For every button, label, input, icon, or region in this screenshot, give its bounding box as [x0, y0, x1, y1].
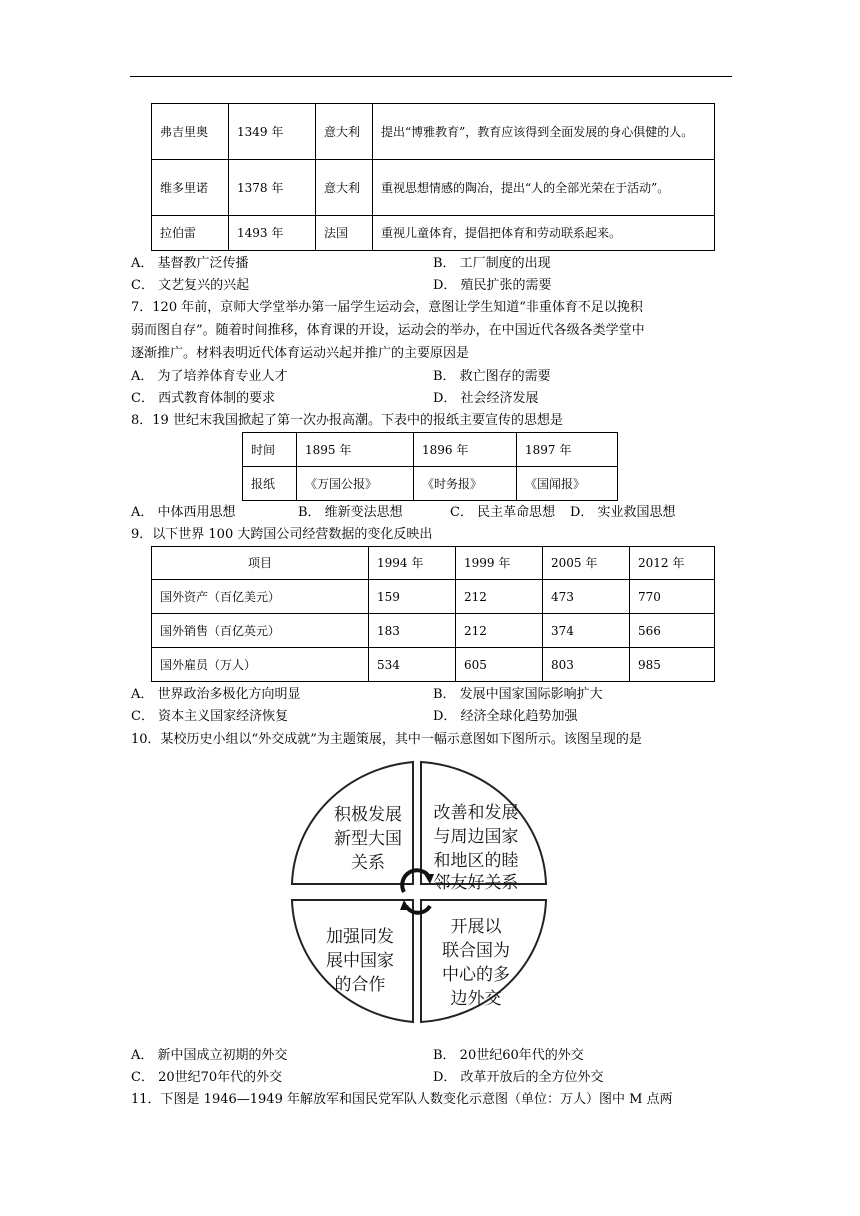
q6-option-c: C． 文艺复兴的兴起	[131, 278, 250, 293]
quadrant-label: 加强同发	[326, 927, 394, 947]
table-header-cell: 1999 年	[456, 547, 543, 580]
table-cell: 意大利	[316, 104, 373, 160]
quadrant-label: 边外交	[450, 989, 502, 1009]
quadrant-label: 新型大国	[334, 829, 402, 849]
table-cell: 《万国公报》	[297, 467, 414, 501]
table-cell: 605	[456, 648, 543, 682]
quadrant-label: 展中国家	[326, 951, 394, 971]
table-cell: 重视儿童体育，提倡把体育和劳动联系起来。	[373, 216, 715, 251]
q7-stem-line2: 弱而图自存”。随着时间推移，体育课的开设，运动会的举办，在中国近代各级各类学堂中	[131, 323, 645, 338]
q7-option-c: C． 西式教育体制的要求	[131, 391, 276, 406]
quadrant-label: 中心的多	[442, 965, 510, 985]
multinational-data-table	[151, 546, 715, 682]
q10-option-c: C． 20世纪70年代的外交	[131, 1070, 283, 1085]
quadrant-label: 积极发展	[334, 805, 402, 825]
table-cell: 弗吉里奥	[152, 104, 229, 160]
table-cell: 国外资产（百亿美元）	[152, 580, 369, 614]
quadrant-label: 与周边国家	[433, 827, 519, 847]
table-header-cell: 项目	[152, 547, 369, 580]
q11-stem: 11．下图是 1946—1949 年解放军和国民党军队人数变化示意图（单位：万人）图中 M 点两	[131, 1092, 673, 1107]
q9-option-c: C． 资本主义国家经济恢复	[131, 709, 289, 724]
q6-option-d: D． 殖民扩张的需要	[433, 278, 552, 293]
table-row	[152, 580, 715, 614]
table-cell: 212	[456, 580, 543, 614]
table-cell: 《时务报》	[414, 467, 517, 501]
table-row	[152, 614, 715, 648]
table-cell: 1493 年	[229, 216, 316, 251]
quadrant-label: 改善和发展	[433, 803, 519, 823]
quadrant-label: 联合国为	[442, 941, 510, 961]
table-cell: 1896 年	[414, 433, 517, 467]
table-cell: 提出“博雅教育”，教育应该得到全面发展的身心俱健的人。	[373, 104, 715, 160]
table-cell: 意大利	[316, 160, 373, 216]
quadrant-label: 的合作	[334, 975, 386, 995]
q6-option-a: A． 基督教广泛传播	[131, 256, 249, 271]
table-row	[152, 160, 715, 216]
newspaper-table	[242, 432, 618, 501]
table-row	[152, 216, 715, 251]
q8-stem: 8．19 世纪末我国掀起了第一次办报高潮。下表中的报纸主要宣传的思想是	[131, 413, 563, 428]
q7-option-b: B． 救亡图存的需要	[433, 369, 551, 384]
table-cell: 国外销售（百亿英元）	[152, 614, 369, 648]
q10-option-a: A． 新中国成立初期的外交	[131, 1048, 288, 1063]
q8-option-c: C． 民主革命思想	[450, 505, 556, 520]
quadrant-label: 邻友好关系	[433, 873, 519, 893]
humanist-educators-table	[151, 103, 715, 251]
table-cell: 国外雇员（万人）	[152, 648, 369, 682]
q9-stem: 9．以下世界 100 大跨国公司经营数据的变化反映出	[131, 527, 433, 542]
table-cell: 566	[630, 614, 715, 648]
table-cell: 拉伯雷	[152, 216, 229, 251]
q9-option-b: B． 发展中国家国际影响扩大	[433, 687, 603, 702]
table-row	[152, 547, 715, 580]
quadrant-label: 和地区的睦	[433, 851, 519, 871]
table-cell: 534	[369, 648, 456, 682]
q8-option-b: B． 维新变法思想	[298, 505, 403, 520]
header-rule	[130, 76, 732, 77]
q7-option-a: A． 为了培养体育专业人才	[131, 369, 288, 384]
table-cell: 374	[543, 614, 630, 648]
diplomacy-diagram	[280, 756, 580, 1036]
table-row	[152, 104, 715, 160]
table-cell: 法国	[316, 216, 373, 251]
table-cell: 985	[630, 648, 715, 682]
q7-stem-line1: 7．120 年前，京师大学堂举办第一届学生运动会，意图让学生知道“非重体育不足以挽积	[131, 300, 643, 315]
q7-stem-line3: 逐渐推广。材料表明近代体育运动兴起并推广的主要原因是	[131, 346, 470, 361]
q8-option-a: A． 中体西用思想	[131, 505, 236, 520]
q9-option-a: A． 世界政治多极化方向明显	[131, 687, 301, 702]
table-cell: 183	[369, 614, 456, 648]
q10-option-b: B． 20世纪60年代的外交	[433, 1048, 584, 1063]
table-cell: 维多里诺	[152, 160, 229, 216]
table-header-cell: 2012 年	[630, 547, 715, 580]
table-cell: 报纸	[243, 467, 297, 501]
table-header-cell: 1994 年	[369, 547, 456, 580]
table-cell: 212	[456, 614, 543, 648]
table-cell: 770	[630, 580, 715, 614]
q8-option-d: D． 实业救国思想	[570, 505, 676, 520]
table-cell: 《国闻报》	[517, 467, 618, 501]
table-cell: 重视思想情感的陶冶，提出“人的全部光荣在于活动”。	[373, 160, 715, 216]
q10-stem: 10．某校历史小组以“外交成就”为主题策展，其中一幅示意图如下图所示。该图呈现的是	[131, 732, 642, 747]
table-cell: 1897 年	[517, 433, 618, 467]
q10-option-d: D． 改革开放后的全方位外交	[433, 1070, 604, 1085]
q9-option-d: D． 经济全球化趋势加强	[433, 709, 578, 724]
table-cell: 473	[543, 580, 630, 614]
q6-option-b: B． 工厂制度的出现	[433, 256, 551, 271]
table-cell: 1895 年	[297, 433, 414, 467]
table-cell: 1349 年	[229, 104, 316, 160]
quadrant-label: 关系	[351, 853, 385, 873]
table-cell: 1378 年	[229, 160, 316, 216]
q7-option-d: D． 社会经济发展	[433, 391, 539, 406]
table-cell: 时间	[243, 433, 297, 467]
table-row	[152, 648, 715, 682]
quadrant-label: 开展以	[450, 917, 502, 937]
table-cell: 803	[543, 648, 630, 682]
table-row	[243, 433, 618, 467]
table-header-cell: 2005 年	[543, 547, 630, 580]
table-cell: 159	[369, 580, 456, 614]
table-row	[243, 467, 618, 501]
